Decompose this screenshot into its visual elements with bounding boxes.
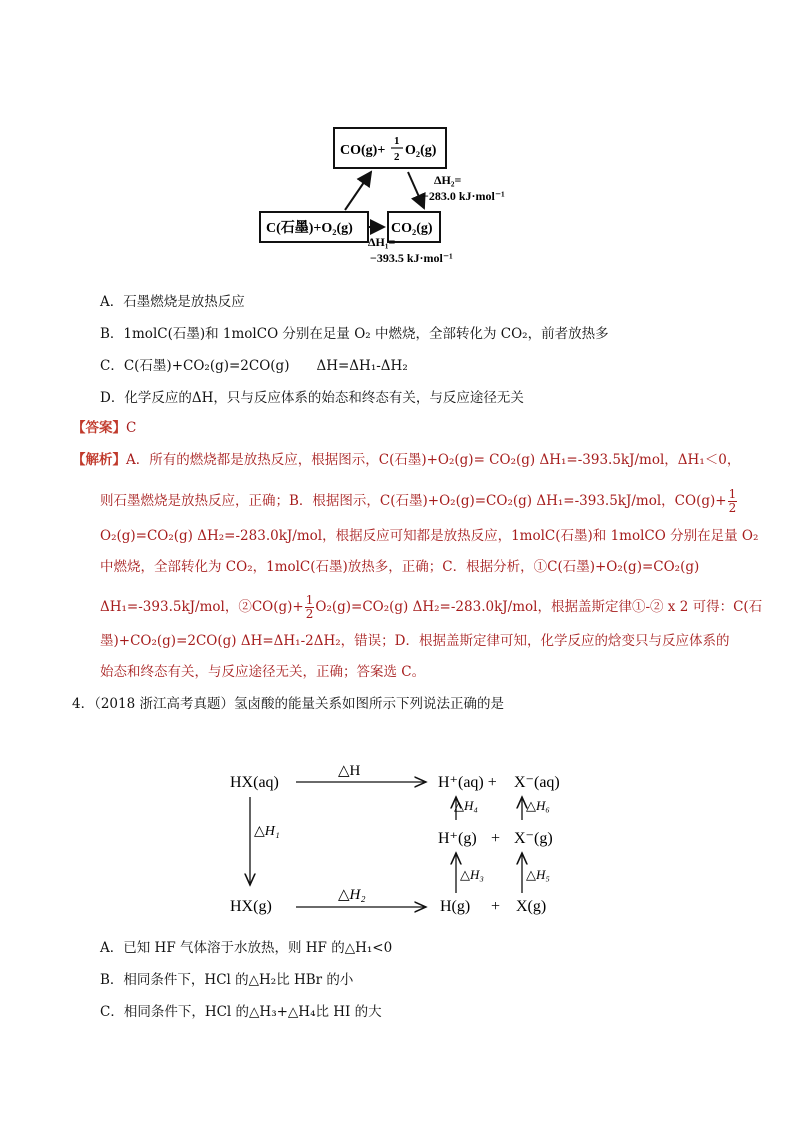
dh1-label: △H₁ (254, 824, 280, 839)
top-box-o2: O₂(g) (405, 143, 437, 158)
answer-line (72, 418, 136, 438)
analysis-line-4: 中燃烧，全部转化为 CO₂，1molC(石墨)放热多，正确；C．根据分析，①C(石墨)+O₂(g)=CO₂(g) (100, 559, 700, 575)
analysis-fraction-1: $\frac{1}{2}$ (728, 487, 737, 515)
dh-label: △H (338, 763, 361, 779)
q4-option-c: C．相同条件下，HCl 的△H₃+△H₄比 HI 的大 (100, 1004, 382, 1020)
plus-1: + (491, 830, 501, 847)
left-box-text: C(石墨)+O₂(g) (266, 221, 353, 236)
dh1-value: −393.5 kJ·mol⁻¹ (370, 251, 453, 265)
analysis-line-6: 墨)+CO₂(g)=2CO(g) ΔH=ΔH₁-2ΔH₂，错误；D．根据盖斯定律可知，化学反应的焓变只与反应体系的 (100, 633, 730, 649)
analysis-line-3: O₂(g)=CO₂(g) ΔH₂=-283.0kJ/mol，根据反应可知都是放热反应，1molC(石墨)和 1molCO 分别在足量 O₂ (100, 528, 759, 544)
x-minus-g: X⁻(g) (514, 830, 553, 847)
top-box-text: CO(g)+ (340, 143, 386, 158)
q4-option-a: A．已知 HF 气体溶于水放热，则 HF 的△H₁<0 (100, 940, 393, 956)
dh2-label: △H₂ (338, 887, 366, 903)
dh1-label: ΔH₁= (368, 235, 396, 249)
q4-option-b: B．相同条件下，HCl 的△H₂比 HBr 的小 (100, 972, 354, 988)
analysis-tag: 【解析】 (72, 452, 126, 468)
analysis-fraction-2: $\frac{1}{2}$ (305, 593, 314, 621)
dh2-value: −283.0 kJ·mol⁻¹ (422, 189, 505, 203)
q3-option-c: C．C(石墨)+CO₂(g)=2CO(g) ΔH=ΔH₁-ΔH₂ (100, 358, 408, 374)
plus-2: + (491, 898, 501, 915)
h-aq: H⁺(aq) + (438, 774, 497, 791)
q3-option-b: B．1molC(石墨)和 1molCO 分别在足量 O₂ 中燃烧，全部转化为 CO₂，前者放热多 (100, 326, 609, 342)
analysis-line-1 (72, 450, 740, 470)
analysis-text-5b: O₂(g)=CO₂(g) ΔH₂=-283.0kJ/mol，根据盖斯定律①-② x 2 可得：C(石 (315, 599, 763, 615)
h-plus-g: H⁺(g) (438, 830, 477, 847)
dh6-label: △H₆ (526, 798, 550, 813)
dh2-label: ΔH₂= (434, 173, 462, 187)
x-aq: X⁻(aq) (514, 774, 560, 791)
hx-aq: HX(aq) (230, 774, 279, 791)
answer-value: C (126, 420, 137, 436)
q4-stem: 4．（2018 浙江高考真题）氢卤酸的能量关系如图所示下列说法正确的是 (72, 696, 504, 712)
analysis-line-2 (100, 488, 738, 515)
dh3-label: △H₃ (460, 867, 484, 882)
top-box-frac-den: 2 (394, 151, 400, 163)
dh4-label: △H₄ (454, 798, 478, 813)
dh5-label: △H₅ (526, 867, 550, 882)
answer-tag: 【答案】 (72, 420, 126, 436)
h-g: H(g) (440, 898, 471, 915)
hess-cycle-diagram (250, 120, 510, 270)
q3-option-d: D．化学反应的ΔH，只与反应体系的始态和终态有关，与反应途径无关 (100, 390, 524, 406)
energy-cycle-diagram (220, 735, 600, 925)
x-g: X(g) (516, 898, 547, 915)
analysis-line-7: 始态和终态有关，与反应途径无关，正确；答案选 C。 (100, 664, 426, 680)
analysis-text-1: A．所有的燃烧都是放热反应，根据图示，C(石墨)+O₂(g)= CO₂(g) ΔH₁=-393.5kJ/mol，ΔH₁＜0， (126, 452, 741, 468)
hx-g: HX(g) (230, 898, 272, 915)
right-box-text: CO₂(g) (391, 221, 433, 236)
arrow-c-to-co (345, 172, 371, 210)
analysis-text-5a: ΔH₁=-393.5kJ/mol，②CO(g)+ (100, 599, 304, 615)
analysis-text-2: 则石墨燃烧是放热反应，正确；B．根据图示，C(石墨)+O₂(g)=CO₂(g) ΔH₁=-393.5kJ/mol，CO(g)+ (100, 493, 727, 509)
top-box-frac-num: 1 (394, 135, 400, 147)
analysis-line-5 (100, 594, 762, 621)
q3-option-a: A．石墨燃烧是放热反应 (100, 294, 245, 310)
